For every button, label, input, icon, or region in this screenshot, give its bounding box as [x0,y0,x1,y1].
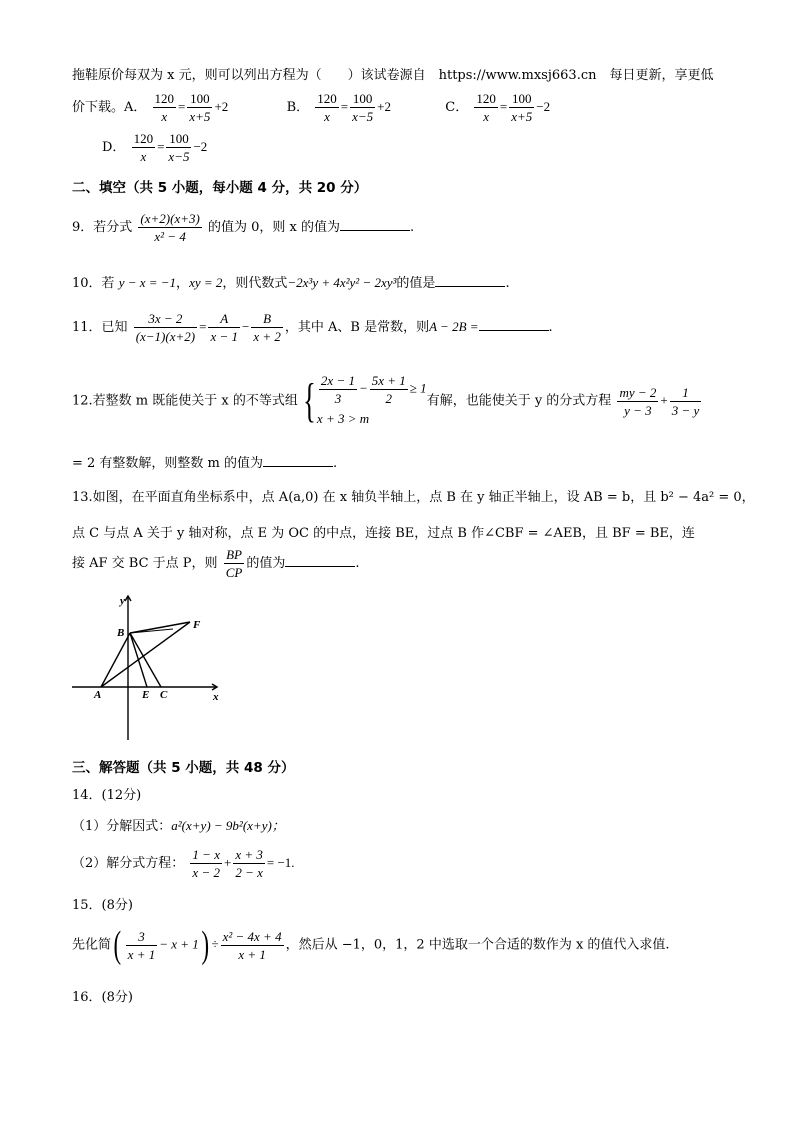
q10-cond1: y − x = −1 [118,275,177,290]
q13-answer-blank [285,554,355,567]
minus-sign: − [241,319,250,334]
q10-answer-blank [435,274,505,287]
segment-ab [101,633,130,687]
q10-post: 的值是 [396,276,436,291]
period: . [505,276,510,291]
q12-eq-fraction2: $\frac{1}{3 - y}$ [671,384,700,418]
section2-title: 二、填空（共 5 小题，每小题 4 分，共 20 分） [72,180,368,196]
q12-answer-blank [263,454,333,467]
q8-opt-a-label: A． [124,100,147,115]
q14-part2 [72,846,295,881]
eq-sign: = [157,139,165,154]
label-y: y [120,595,125,607]
q13-ratio-fraction: $\frac{BP}{CP}$ [225,547,243,580]
q15-head: 15．(8分) [72,898,133,913]
q12-line2-text: = 2 有整数解，则整数 m 的值为 [72,456,264,471]
plus-sign: + [223,855,232,870]
plus-sign: + [660,392,668,408]
q11-answer-blank [479,318,549,331]
label-c: C [160,689,168,701]
q10 [72,272,510,291]
q15-pre: 先化简 [72,937,112,953]
period: . [409,220,415,235]
label-f: F [193,619,201,631]
q8-option-d-row [102,130,207,165]
label-b: B [117,627,125,639]
q14-part1-pre: （1）分解因式： [72,819,172,834]
q8-opt-a-tail: +2 [214,99,229,114]
q10-pre: 10．若 [72,276,115,291]
q9-pre: 9．若分式 [72,220,133,235]
q9-answer-blank [340,218,410,231]
q13-line1: 13.如图，在平面直角坐标系中，点 A(a,0) 在 x 轴负半轴上，点 B 在 y 轴正半轴上，设 AB = b，且 b² − 4a² = 0， [72,490,755,505]
segment-bc [130,633,161,687]
q8-opt-b-frac2: $\frac{100}{x-5}$ [352,91,374,124]
q12-line2 [72,452,337,471]
q11-a-fraction: $\frac{A}{x - 1}$ [210,311,238,344]
q8-opt-d-frac2: $\frac{100}{x-5}$ [168,131,190,164]
q14-part2-pre: （2）解分式方程： [72,856,185,871]
q13-line3-post: 的值为 [246,556,286,571]
q9-post: 的值为 0，则 x 的值为 [207,220,340,235]
q8-opt-a-frac1: $\frac{120}{x}$ [154,91,175,124]
q14-part1-expr: a²(x+y) − 9b²(x+y)； [171,818,285,833]
q8-options-row [72,90,550,125]
q11-mid: ，其中 A、B 是常数，则 [284,320,430,335]
q16-head: 16．(8分) [72,990,133,1005]
q14-frac2: $\frac{x + 3}{2 - x}$ [235,847,263,880]
q15-frac1: $\frac{3}{x + 1}$ [127,928,156,962]
section3-title: 三、解答题（共 5 小题，共 48 分） [72,760,295,776]
q8-opt-c-label: C． [445,100,469,115]
q14-head: 14．(12分) [72,788,142,803]
q11 [72,310,553,345]
eq-sign: = [178,99,186,114]
period: . [333,456,338,471]
q8-line2: 价下载。 [72,100,125,115]
q8-opt-b-frac1: $\frac{120}{x}$ [317,91,337,124]
brace-icon: { [303,374,316,427]
q8-opt-d-frac1: $\frac{120}{x}$ [133,131,154,164]
q13-coordinate-figure [68,590,228,746]
q15-frac2: $\frac{\text{x² − 4x + 4}}{x + 1}$ [222,928,282,962]
right-paren-icon: ) [201,924,209,966]
q8-opt-c-frac1: $\frac{120}{x}$ [476,91,496,124]
q14-part1 [72,815,285,834]
q14-frac1: $\frac{1 - x}{x - 2}$ [192,847,220,880]
q8-opt-c-frac2: $\frac{100}{x+5}$ [511,91,533,124]
q11-pre: 11．已知 [72,320,128,335]
period: . [548,320,553,335]
eq-sign: = [199,319,207,334]
label-a: A [94,689,102,701]
q9-fraction: $\frac{(x+2)(x+3)}{\text{x² − 4}}$ [140,211,200,244]
q11-b-fraction: $\frac{B}{x + 2}$ [253,311,281,344]
q12-eq-fraction1: $\frac{my - 2}{y - 3}$ [619,384,657,418]
q14-part2-rhs: = −1. [266,855,295,870]
q15-frac1-rest: − x + 1 [159,936,199,952]
q11-expr: A − 2B = [429,319,479,334]
divide-sign: ÷ [211,936,219,952]
q8-opt-d-tail: −2 [193,139,208,154]
q10-expr: −2x³y + 4x²y² − 2xy³ [287,275,397,290]
comma: ， [176,276,190,291]
q12-mid: 有解，也能使关于 y 的分式方程 [426,393,612,409]
q8-opt-a-frac2: $\frac{100}{x+5}$ [189,91,211,124]
label-x: x [213,691,219,703]
q8-opt-d-label: D． [102,140,126,155]
q8-opt-c-tail: −2 [536,99,551,114]
q8-line1: 拖鞋原价每双为 x 元，则可以列出方程为（ ）该试卷源自 https://www.mxsj663.cn 每日更新，享更低 [72,68,714,83]
q10-mid: ，则代数式 [222,276,288,291]
q9 [72,210,414,245]
eq-sign: = [499,99,508,114]
q13-line3-pre: 接 AF 交 BC 于点 P，则 [72,556,218,571]
q8-opt-b-tail: +2 [377,99,391,114]
q12-inequality-system: $\frac{2x - 1}{3}$ − $\frac{5x + 1}{2}$ ≥ 1 x + 3 > m [316,373,427,426]
segment-bf [130,622,190,633]
eq-sign: = [340,99,349,114]
q13-line2: 点 C 与点 A 关于 y 轴对称，点 E 为 OC 的中点，连接 BE，过点 B 作∠CBF = ∠AEB，且 BF = BE，连 [72,526,695,541]
q10-cond2: xy = 2 [189,275,223,290]
q12 [72,372,703,430]
q15-body [72,926,670,964]
q12-pre: 12.若整数 m 既能使关于 x 的不等式组 [72,393,298,409]
q8-opt-b-label: B． [286,100,310,115]
left-paren-icon: ( [113,924,122,966]
q13-line3 [72,546,359,581]
period: . [355,556,360,571]
q11-lhs-fraction: $\frac{3x - 2}{(x-1)(x+2)}$ [135,311,196,344]
label-e: E [142,689,150,701]
q15-post: ，然后从 −1，0，1，2 中选取一个合适的数作为 x 的值代入求值. [285,937,670,953]
